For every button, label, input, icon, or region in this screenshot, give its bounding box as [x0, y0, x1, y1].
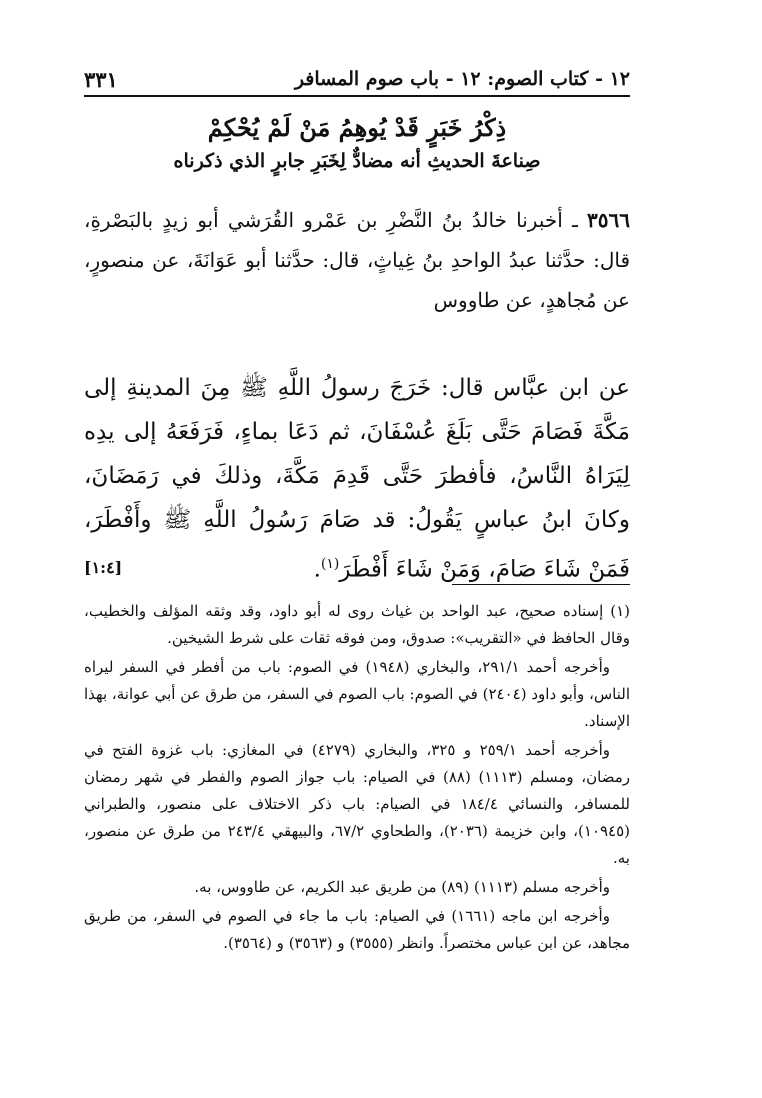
- running-title: ١٢ - كتاب الصوم: ١٢ - باب صوم المسافر: [294, 68, 630, 90]
- hadith-isnad: [84, 200, 630, 320]
- footnote-paragraph: وأخرجه ابن ماجه (١٦٦١) في الصيام: باب ما جاء في الصوم في السفر، من طريق مجاهد، عن ابن عباس مختصراً. وانظر (٣٥٥٥) و (٣٥٦٣) و (٣٥٦٤).: [84, 907, 630, 952]
- footnotes: [84, 598, 630, 959]
- footnote-reference[interactable]: (١): [320, 556, 340, 572]
- isnad-text: ـ أخبرنا خالدُ بنُ النَّضْرِ بن عَمْرو القُرَشي أبو زيدٍ بالبَصْرةِ، قال: حدَّثنا عبدُ الواحدِ بنُ غِياثٍ، قال: حدَّثنا أبو عَوَانَةَ، عن منصورٍ، عن مُجاهدٍ، عن طاووس: [84, 208, 630, 312]
- footnote-paragraph: (١) إسناده صحيح، عبد الواحد بن غياث روى له أبو داود، وقد وثقه المؤلف والخطيب، وقال الحافظ في «التقريب»: صدوق، ومن فوقه ثقات على شرط الشيخين.: [84, 602, 630, 647]
- page-header: [84, 64, 630, 94]
- footnote-paragraph: وأخرجه أحمد ٢٩١/١، والبخاري (١٩٤٨) في الصوم: باب من أفطر في السفر ليراه الناس، وأبو داود (٢٤٠٤) في الصوم: باب الصوم في السفر، من طرق عن أبي عوانة، بهذا الإسناد.: [84, 658, 631, 730]
- footnote-paragraph: وأخرجه أحمد ٢٥٩/١ و ٣٢٥، والبخاري (٤٢٧٩) في المغازي: باب غزوة الفتح في رمضان، ومسلم (١١١٣) (٨٨) في الصيام: باب جواز الصوم والفطر في شهر رمضان للمسافر، والنسائي ١٨٤/٤ في الصيام: باب ذكر الاختلاف على منصور، والطبراني (١٠٩٤٥)، وابن خزيمة (٢٠٣٦)، والطحاوي ٦٧/٢، والبيهقي ٢٤٣/٤ من طرق عن منصور، به.: [84, 741, 631, 867]
- footnote-divider: [452, 584, 630, 585]
- chapter-title-line-1: ذِكْرُ خَبَرٍ قَدْ يُوهِمُ مَنْ لَمْ يُحْكِمْ: [207, 113, 507, 142]
- chapter-title: [84, 110, 630, 176]
- page-number: ٣٣١: [84, 66, 118, 92]
- header-divider: [84, 95, 630, 97]
- hadith-matn: [84, 366, 630, 592]
- hadith-classification: [١:٤]: [84, 558, 123, 577]
- chapter-title-line-2: صِناعةَ الحديثِ أنه مضادٌّ لِخَبَرِ جابرٍ الذي ذكرناه: [173, 150, 541, 172]
- footnote-paragraph: وأخرجه مسلم (١١١٣) (٨٩) من طريق عبد الكريم، عن طاووس، به.: [194, 878, 610, 896]
- matn-text: عن ابن عبَّاس قال: خَرَجَ رسولُ اللَّهِ ﷺ مِنَ المدينةِ إلى مَكَّةَ فَصَامَ حَتَّى بَلَغَ عُسْفَانَ، ثم دَعَا بماءٍ، فَرَفَعَهُ إلى يدِه لِيَرَاهُ النَّاسُ، فأفطرَ حَتَّى قَدِمَ مَكَّةَ، وذلكَ في رَمَضَانَ، وكانَ ابنُ عباسٍ يَقُولُ: قد صَامَ رَسُولُ اللَّهِ ﷺ وأَفْطَرَ، فَمَنْ شَاءَ صَامَ، وَمَنْ شَاءَ أَفْطَرَ: [84, 375, 630, 583]
- hadith-number: ٣٥٦٦: [587, 208, 631, 232]
- matn-end-mark: .: [313, 556, 321, 583]
